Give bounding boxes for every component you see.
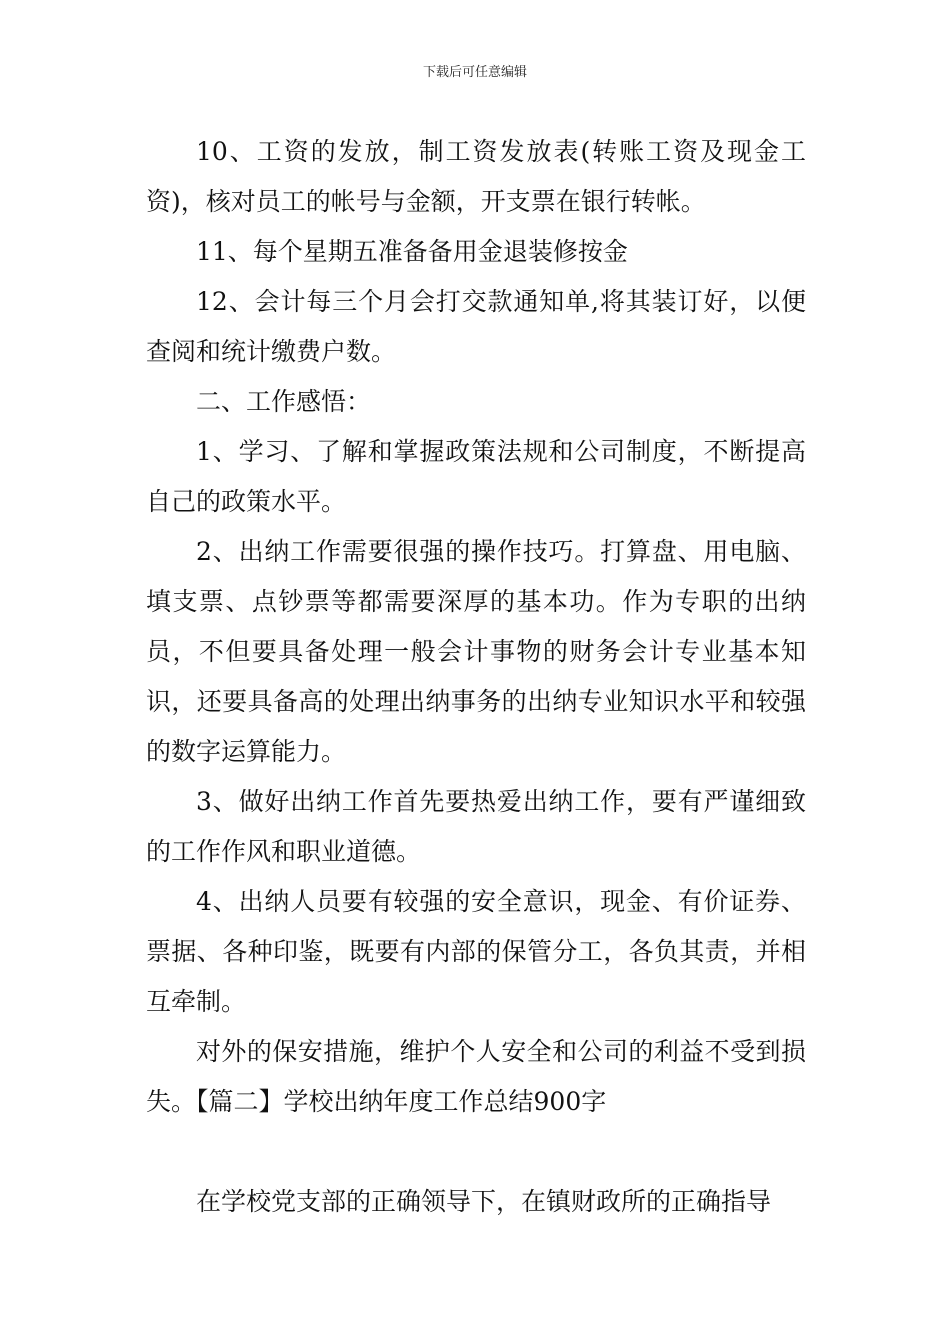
paragraph-insight-3: 3、做好出纳工作首先要热爱出纳工作，要有严谨细致的工作作风和职业道德。 [146, 787, 806, 866]
paragraph-item-10: 10、工资的发放，制工资发放表(转账工资及现金工资)，核对员工的帐号与金额，开支票在银行转帐。 [146, 137, 806, 216]
document-body [146, 127, 806, 1227]
paragraph-intro-part-two: 在学校党支部的正确领导下，在镇财政所的正确指导 [196, 1187, 772, 1216]
section-heading-work-insights: 二、工作感悟： [196, 387, 372, 416]
paragraph-item-11: 11、每个星期五准备备用金退装修按金 [196, 237, 628, 266]
paragraph-insight-1: 1、学习、了解和掌握政策法规和公司制度，不断提高自己的政策水平。 [146, 437, 806, 516]
page-header: 下载后可任意编辑 [422, 65, 527, 80]
paragraph-security-and-next-title: 对外的保安措施，维护个人安全和公司的利益不受到损失。【篇二】学校出纳年度工作总结900字 [146, 1037, 806, 1116]
paragraph-insight-4: 4、出纳人员要有较强的安全意识，现金、有价证券、票据、各种印鉴，既要有内部的保管分工，各负其责，并相互牵制。 [146, 887, 806, 1016]
paragraph-item-12: 12、会计每三个月会打交款通知单,将其装订好，以便查阅和统计缴费户数。 [146, 287, 806, 366]
paragraph-insight-2: 2、出纳工作需要很强的操作技巧。打算盘、用电脑、填支票、点钞票等都需要深厚的基本功。作为专职的出纳员，不但要具备处理一般会计事物的财务会计专业基本知识，还要具备高的处理出纳事务的出纳专业知识水平和较强的数字运算能力。 [146, 537, 806, 766]
blank-line [146, 1127, 806, 1177]
